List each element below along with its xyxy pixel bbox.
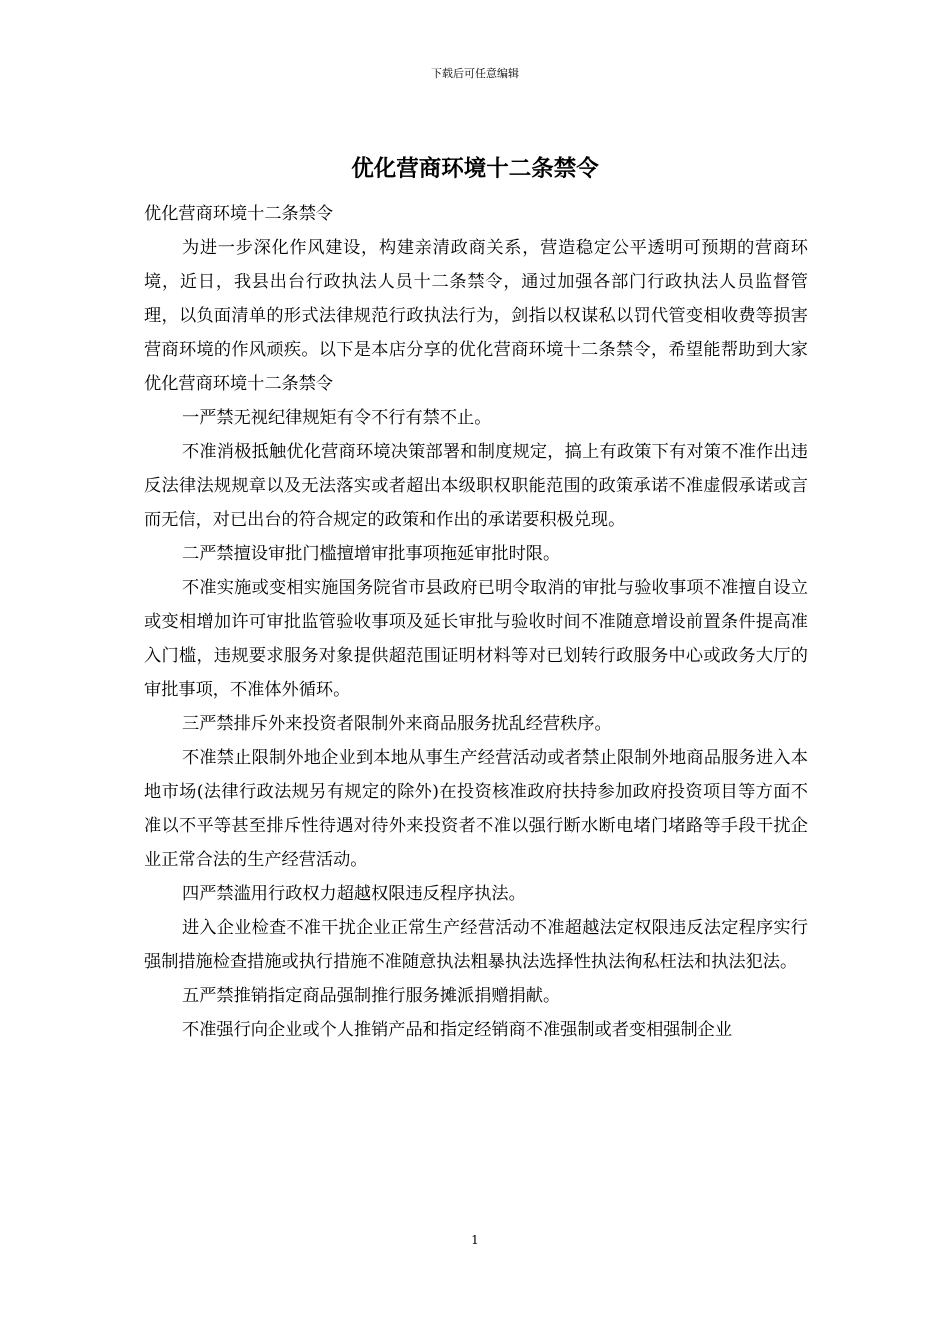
rule-heading-2: 二严禁擅设审批门槛擅增审批事项拖延审批时限。 [182, 544, 561, 564]
rule-heading-4: 四严禁滥用行政权力超越权限违反程序执法。 [182, 884, 526, 904]
rule-body-5: 不准强行向企业或个人推销产品和指定经销商不准强制或者变相强制企业 [182, 1020, 733, 1040]
header-note: 下载后可任意编辑 [431, 67, 519, 80]
rule-body-1: 不准消极抵触优化营商环境决策部署和制度规定，搞上有政策下有对策不准作出违反法律法规规章以及无法落实或者超出本级职权职能范围的政策承诺不准虚假承诺或言而无信，对已出台的符合规定的政策和作出的承诺要积极兑现。 [144, 442, 808, 530]
document-body [144, 197, 808, 1047]
rule-body-2: 不准实施或变相实施国务院省市县政府已明令取消的审批与验收事项不准擅自设立或变相增加许可审批监管验收事项及延长审批与验收时间不准随意增设前置条件提高准入门槛，违规要求服务对象提供超范围证明材料等对已划转行政服务中心或政务大厅的审批事项，不准体外循环。 [144, 578, 808, 700]
page-number: 1 [471, 1233, 479, 1247]
rule-heading-5: 五严禁推销指定商品强制推行服务摊派捐赠捐献。 [182, 986, 561, 1006]
subtitle-paragraph: 优化营商环境十二条禁令 [144, 204, 334, 224]
intro-paragraph: 为进一步深化作风建设，构建亲清政商关系，营造稳定公平透明可预期的营商环境，近日，我县出台行政执法人员十二条禁令，通过加强各部门行政执法人员监督管理，以负面清单的形式法律规范行政执法行为，剑指以权谋私以罚代管变相收费等损害营商环境的作风顽疾。以下是本店分享的优化营商环境十二条禁令，希望能帮助到大家优化营商环境十二条禁令 [144, 238, 808, 394]
rule-heading-1: 一严禁无视纪律规矩有令不行有禁不止。 [182, 408, 492, 428]
rule-heading-3: 三严禁排斥外来投资者限制外来商品服务扰乱经营秩序。 [182, 714, 612, 734]
document-title: 优化营商环境十二条禁令 [351, 156, 599, 182]
rule-body-4: 进入企业检查不准干扰企业正常生产经营活动不准超越法定权限违反法定程序实行强制措施检查措施或执行措施不准随意执法粗暴执法选择性执法徇私枉法和执法犯法。 [144, 918, 808, 972]
rule-body-3: 不准禁止限制外地企业到本地从事生产经营活动或者禁止限制外地商品服务进入本地市场(法律行政法规另有规定的除外)在投资核准政府扶持参加政府投资项目等方面不准以不平等甚至排斥性待遇对待外来投资者不准以强行断水断电堵门堵路等手段干扰企业正常合法的生产经营活动。 [144, 748, 808, 870]
